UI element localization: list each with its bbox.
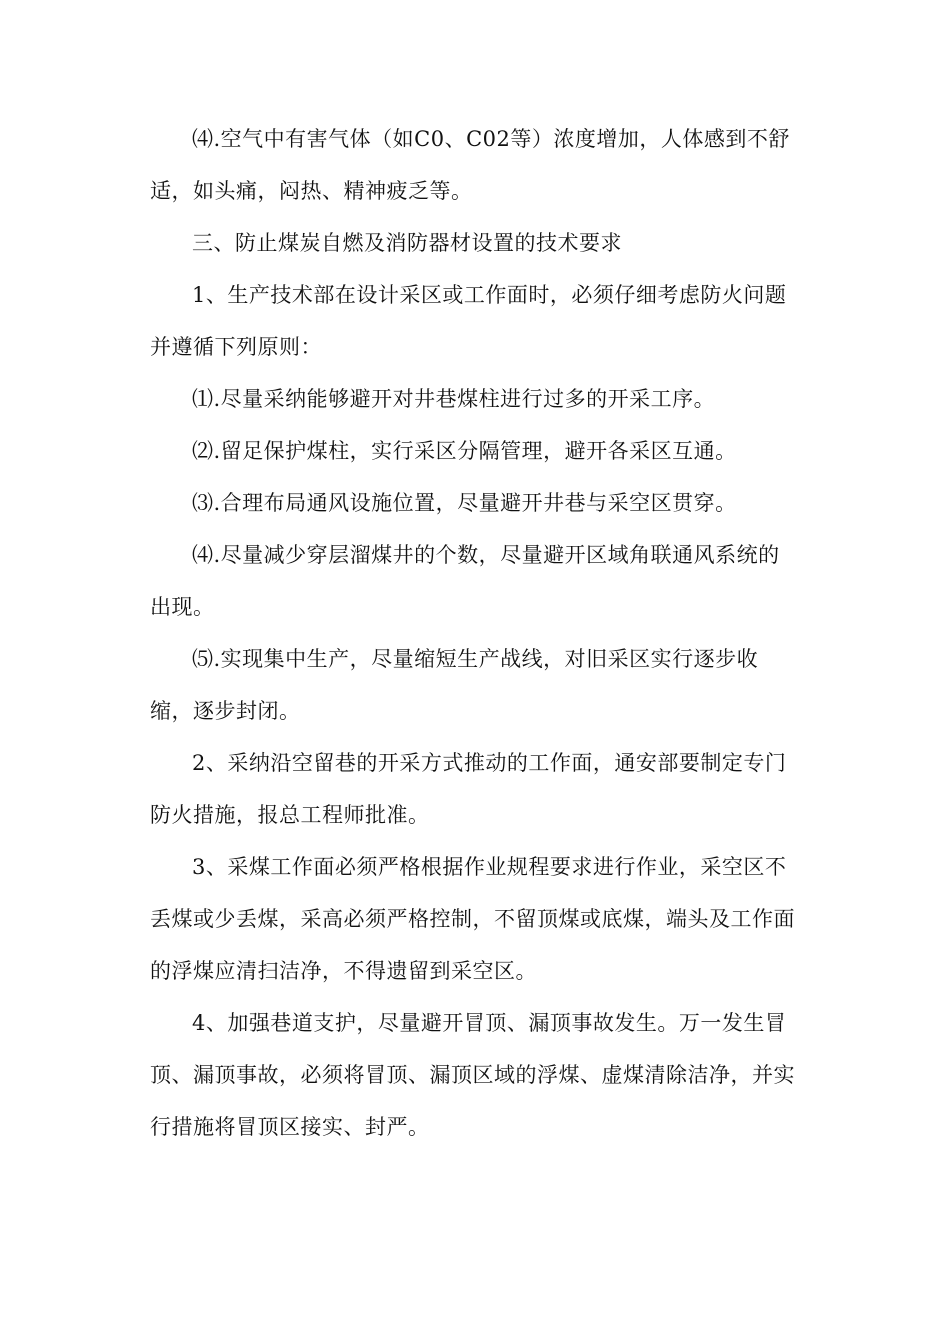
paragraph-item-3: 3、采煤工作面必须严格根据作业规程要求进行作业，采空区不丢煤或少丢煤，采高必须严格控制，不留顶煤或底煤，端头及工作面的浮煤应清扫洁净，不得遗留到采空区。: [150, 855, 795, 983]
paragraph-subitem-2: ⑵.留足保护煤柱，实行采区分隔管理，避开各采区互通。: [192, 439, 737, 463]
paragraph-subitem-1: ⑴.尽量采纳能够避开对井巷煤柱进行过多的开采工序。: [192, 387, 716, 411]
paragraph-subitem-3: ⑶.合理布局通风设施位置，尽量避开井巷与采空区贯穿。: [192, 491, 737, 515]
document-body: [150, 113, 800, 1153]
paragraph-harmful-gas: ⑷.空气中有害气体（如C0、C02等）浓度增加，人体感到不舒适，如头痛，闷热、精神疲乏等。: [150, 127, 790, 203]
paragraph-subitem-5: ⑸.实现集中生产，尽量缩短生产战线，对旧采区实行逐步收缩，逐步封闭。: [150, 647, 759, 723]
paragraph-subitem-4: ⑷.尽量减少穿层溜煤井的个数，尽量避开区域角联通风系统的出现。: [150, 543, 780, 619]
paragraph-item-2: 2、采纳沿空留巷的开采方式推动的工作面，通安部要制定专门防火措施，报总工程师批准。: [150, 751, 787, 827]
paragraph-item-4: 4、加强巷道支护，尽量避开冒顶、漏顶事故发生。万一发生冒顶、漏顶事故，必须将冒顶、漏顶区域的浮煤、虚煤清除洁净，并实行措施将冒顶区接实、封严。: [150, 1011, 795, 1139]
section-heading-fire-prevention: 三、防止煤炭自燃及消防器材设置的技术要求: [192, 231, 622, 255]
paragraph-item-1: 1、生产技术部在设计采区或工作面时，必须仔细考虑防火问题并遵循下列原则：: [150, 283, 787, 359]
